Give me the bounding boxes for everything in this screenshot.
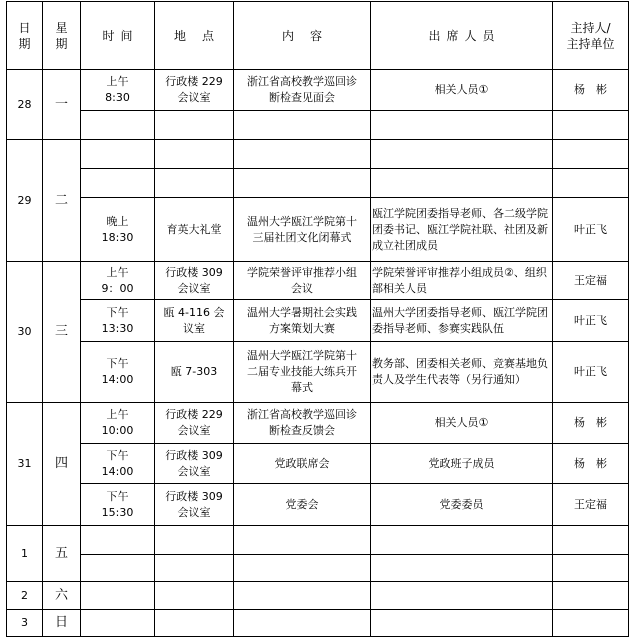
- time-period: 上午: [106, 408, 129, 421]
- host-cell: 叶正飞: [553, 300, 629, 342]
- date-cell: 30: [7, 262, 43, 403]
- header-host-line1: 主持人/: [570, 20, 611, 35]
- table-row: [7, 198, 629, 262]
- host-cell: 叶正飞: [553, 342, 629, 403]
- content-line: 断检查反馈会: [269, 424, 335, 437]
- content-cell: [234, 403, 371, 444]
- time-clock: 18:30: [101, 230, 134, 244]
- time-clock: 14:00: [101, 464, 134, 478]
- empty-cell: [234, 140, 371, 169]
- table-row-empty: [7, 582, 629, 610]
- host-cell: 叶正飞: [553, 198, 629, 262]
- empty-cell: [81, 111, 155, 140]
- attendees-cell: 党政班子成员: [371, 444, 553, 484]
- content-line: 党委会: [285, 497, 319, 511]
- time-cell: [81, 444, 155, 484]
- place-line: 行政楼 229: [165, 75, 223, 88]
- header-place: 地点: [155, 2, 234, 70]
- table-row-empty: [7, 169, 629, 198]
- header-host: [553, 2, 629, 70]
- host-cell: 王定福: [553, 484, 629, 526]
- weekday-cell: 二: [43, 140, 81, 262]
- place-cell: [155, 484, 234, 526]
- host-cell: 杨 彬: [553, 444, 629, 484]
- table-row: [7, 484, 629, 526]
- place-cell: [155, 342, 234, 403]
- empty-cell: [81, 169, 155, 198]
- place-line: 行政楼 309: [165, 489, 223, 503]
- empty-cell: [234, 610, 371, 637]
- header-date-line1: 日: [18, 20, 31, 35]
- content-line: 二届专业技能大练兵开: [247, 365, 357, 378]
- content-line: 会议: [291, 281, 313, 295]
- content-line: 学院荣誉评审推荐小组: [247, 265, 357, 279]
- place-line: 行政楼 309: [165, 448, 223, 462]
- time-period: 下午: [106, 489, 129, 503]
- content-cell: [234, 300, 371, 342]
- empty-cell: [371, 582, 553, 610]
- time-clock: 15:30: [101, 505, 134, 519]
- empty-cell: [234, 582, 371, 610]
- header-row: [7, 2, 629, 70]
- attendees-text: 瓯江学院团委指导老师、各二级学院团委书记、瓯江学院社联、社团及新成立社团成员: [372, 206, 548, 252]
- place-line: 育英大礼堂: [166, 222, 222, 236]
- time-clock: 9：00: [101, 281, 134, 295]
- attendees-cell: [371, 342, 553, 403]
- date-cell: 3: [7, 610, 43, 637]
- empty-cell: [553, 526, 629, 555]
- table-row-empty: [7, 111, 629, 140]
- date-cell: 31: [7, 403, 43, 526]
- content-line: 温州大学瓯江学院第十: [247, 349, 357, 362]
- table-row: [7, 342, 629, 403]
- content-cell: [234, 342, 371, 403]
- attendees-text: 学院荣誉评审推荐小组成员②、组织部相关人员: [372, 265, 547, 295]
- empty-cell: [155, 555, 234, 582]
- attendees-cell: [371, 198, 553, 262]
- table-row: [7, 403, 629, 444]
- header-weekday: [43, 2, 81, 70]
- content-line: 温州大学暑期社会实践: [247, 305, 357, 319]
- place-cell: [155, 262, 234, 300]
- attendees-cell: 党委委员: [371, 484, 553, 526]
- time-cell: [81, 70, 155, 111]
- content-cell: [234, 444, 371, 484]
- place-line: 会议室: [177, 281, 211, 295]
- place-line: 会议室: [177, 464, 211, 478]
- empty-cell: [155, 111, 234, 140]
- empty-cell: [553, 555, 629, 582]
- place-cell: [155, 70, 234, 111]
- weekday-cell: 日: [43, 610, 81, 637]
- empty-cell: [234, 111, 371, 140]
- empty-cell: [371, 526, 553, 555]
- empty-cell: [234, 555, 371, 582]
- header-attendees: 出席人员: [371, 2, 553, 70]
- empty-cell: [553, 169, 629, 198]
- empty-cell: [371, 140, 553, 169]
- content-line: 断检查见面会: [269, 91, 335, 104]
- table-row-empty: [7, 610, 629, 637]
- place-line: 会议室: [177, 91, 211, 104]
- header-date: [7, 2, 43, 70]
- time-clock: 14:00: [101, 373, 134, 386]
- place-line: 行政楼 229: [165, 408, 223, 421]
- time-clock: 13:30: [101, 321, 134, 335]
- host-cell: 王定福: [553, 262, 629, 300]
- empty-cell: [155, 610, 234, 637]
- empty-cell: [234, 169, 371, 198]
- attendees-text: 教务部、团委相关老师、竞赛基地负责人及学生代表等（另行通知）: [372, 357, 548, 386]
- weekday-cell: 三: [43, 262, 81, 403]
- time-cell: [81, 262, 155, 300]
- content-cell: [234, 262, 371, 300]
- empty-cell: [553, 140, 629, 169]
- schedule-table: [6, 1, 629, 637]
- date-cell: 2: [7, 582, 43, 610]
- time-period: 晚上: [106, 214, 129, 228]
- table-row-empty: [7, 555, 629, 582]
- weekday-cell: 五: [43, 526, 81, 582]
- table-row-empty: [7, 140, 629, 169]
- empty-cell: [371, 555, 553, 582]
- content-line: 浙江省高校教学巡回诊: [247, 75, 357, 88]
- table-row-empty: [7, 526, 629, 555]
- header-date-line2: 期: [18, 36, 31, 51]
- time-cell: [81, 198, 155, 262]
- content-line: 幕式: [291, 381, 313, 394]
- place-line: 会议室: [177, 424, 211, 437]
- header-weekday-line2: 期: [55, 36, 68, 51]
- table-row: [7, 444, 629, 484]
- time-clock: 10:00: [101, 424, 134, 437]
- time-cell: [81, 342, 155, 403]
- empty-cell: [553, 111, 629, 140]
- header-host-line2: 主持单位: [566, 36, 615, 51]
- time-cell: [81, 403, 155, 444]
- empty-cell: [155, 526, 234, 555]
- header-content: 内容: [234, 2, 371, 70]
- place-line: 瓯 4-116 会: [163, 305, 225, 319]
- content-line: 温州大学瓯江学院第十: [247, 214, 357, 228]
- empty-cell: [371, 111, 553, 140]
- table-row: [7, 262, 629, 300]
- attendees-cell: 相关人员①: [371, 403, 553, 444]
- empty-cell: [81, 555, 155, 582]
- empty-cell: [155, 582, 234, 610]
- empty-cell: [81, 140, 155, 169]
- empty-cell: [371, 169, 553, 198]
- place-line: 行政楼 309: [165, 265, 223, 279]
- empty-cell: [81, 610, 155, 637]
- time-period: 下午: [106, 305, 129, 319]
- empty-cell: [155, 140, 234, 169]
- weekday-cell: 一: [43, 70, 81, 140]
- place-cell: [155, 198, 234, 262]
- date-cell: 1: [7, 526, 43, 582]
- time-cell: [81, 484, 155, 526]
- place-cell: [155, 403, 234, 444]
- time-cell: [81, 300, 155, 342]
- place-cell: [155, 444, 234, 484]
- table-row: [7, 300, 629, 342]
- empty-cell: [81, 526, 155, 555]
- time-clock: 8:30: [105, 91, 130, 104]
- host-cell: 杨 彬: [553, 70, 629, 111]
- time-period: 上午: [106, 75, 129, 88]
- header-weekday-line1: 星: [55, 20, 68, 35]
- content-cell: [234, 70, 371, 111]
- header-time: 时间: [81, 2, 155, 70]
- weekday-cell: 六: [43, 582, 81, 610]
- attendees-text: 温州大学团委指导老师、瓯江学院团委指导老师、参赛实践队伍: [372, 305, 548, 335]
- attendees-cell: 相关人员①: [371, 70, 553, 111]
- time-period: 下午: [106, 448, 129, 462]
- attendees-cell: [371, 300, 553, 342]
- content-line: 三届社团文化闭幕式: [252, 230, 352, 244]
- date-cell: 29: [7, 140, 43, 262]
- place-line: 会议室: [177, 505, 211, 519]
- empty-cell: [81, 582, 155, 610]
- empty-cell: [155, 169, 234, 198]
- place-line: 瓯 7-303: [170, 365, 218, 378]
- date-cell: 28: [7, 70, 43, 140]
- empty-cell: [371, 610, 553, 637]
- time-period: 上午: [106, 265, 129, 279]
- content-cell: [234, 484, 371, 526]
- time-period: 下午: [106, 357, 129, 370]
- content-line: 党政联席会: [274, 456, 330, 470]
- weekday-cell: 四: [43, 403, 81, 526]
- empty-cell: [234, 526, 371, 555]
- table-row: [7, 70, 629, 111]
- empty-cell: [553, 582, 629, 610]
- content-cell: [234, 198, 371, 262]
- content-line: 浙江省高校教学巡回诊: [247, 408, 357, 421]
- empty-cell: [553, 610, 629, 637]
- attendees-cell: [371, 262, 553, 300]
- content-line: 方案策划大赛: [269, 321, 335, 335]
- host-cell: 杨 彬: [553, 403, 629, 444]
- place-cell: [155, 300, 234, 342]
- place-line: 议室: [183, 321, 205, 335]
